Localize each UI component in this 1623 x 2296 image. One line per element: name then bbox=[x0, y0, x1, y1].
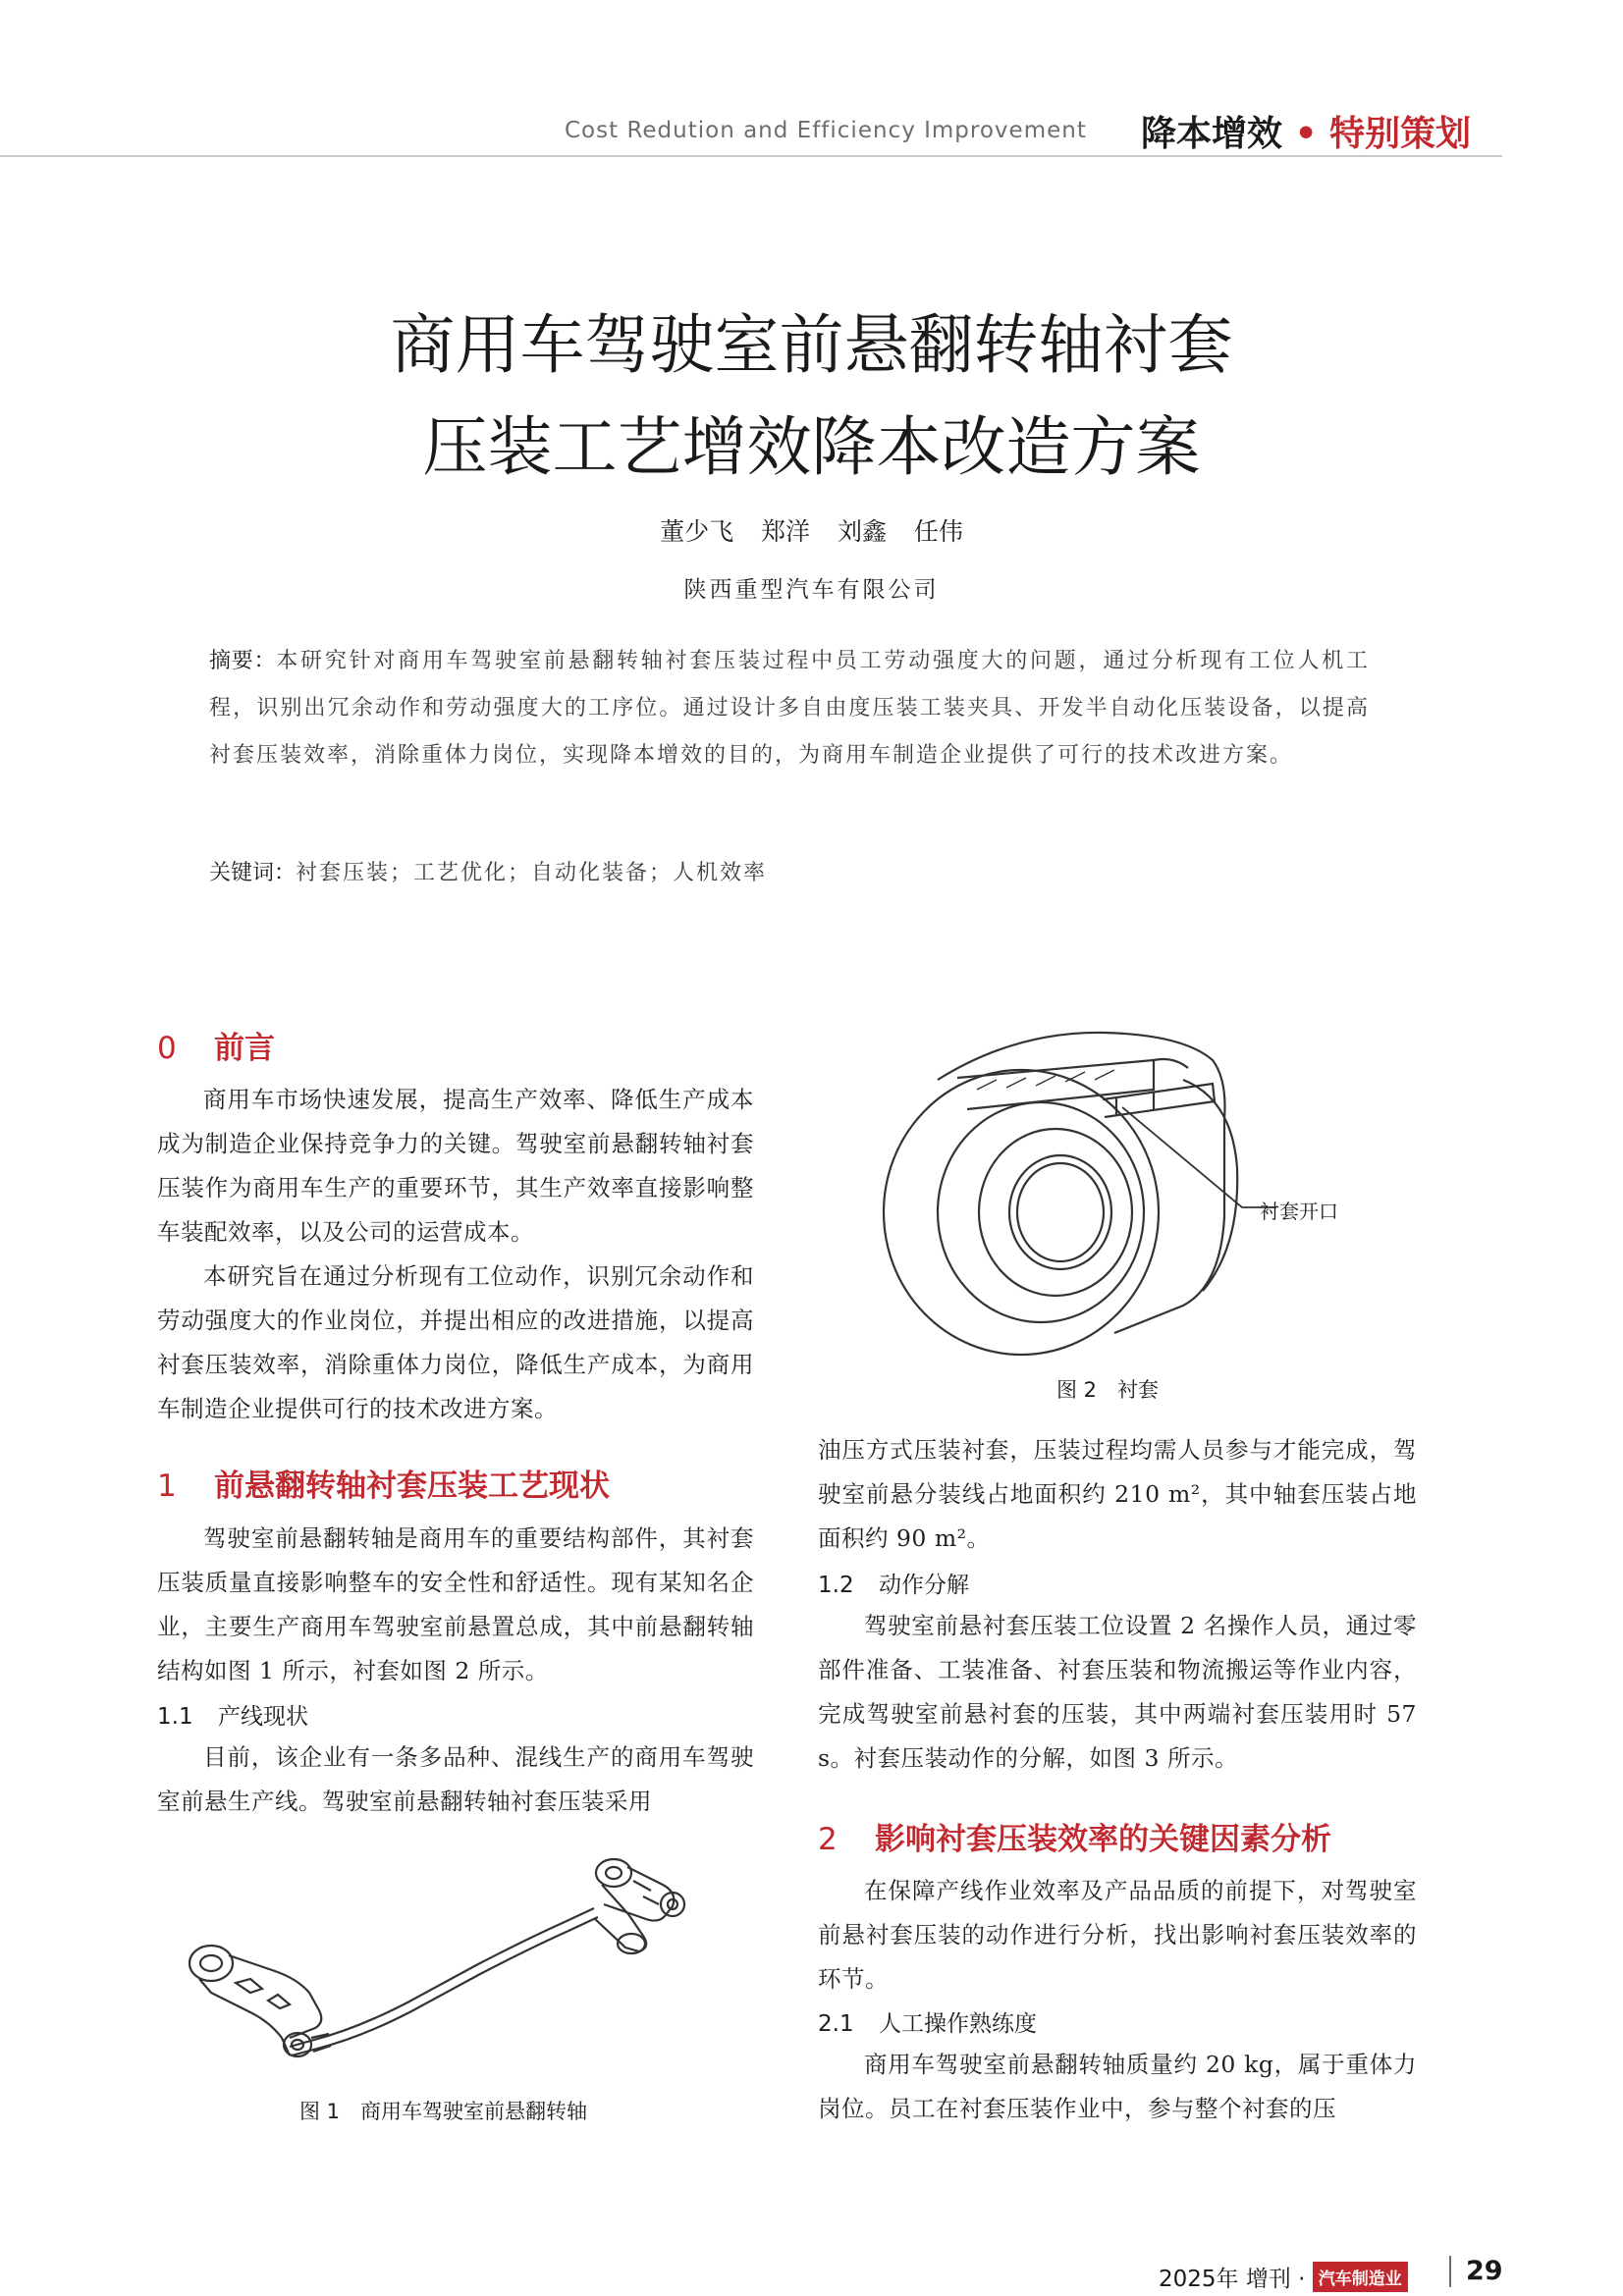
section-0-body bbox=[157, 1078, 754, 1431]
figure-1-caption: 图 1 商用车驾驶室前悬翻转轴 bbox=[299, 2100, 588, 2123]
paragraph: 驾驶室前悬衬套压装工位设置 2 名操作人员，通过零部件准备、工装准备、衬套压装和物流搬运等作业内容，完成驾驶室前悬衬套的压装，其中两端衬套压装用时 57 s。衬套压装动作的分解，如图 3 所示。 bbox=[818, 1612, 1417, 1772]
figure-2-callout: 衬套开口 bbox=[1260, 1200, 1338, 1223]
paragraph: 油压方式压装衬套，压装过程均需人员参与才能完成，驾驶室前悬分装线占地面积约 210 m²，其中轴套压装占地面积约 90 m²。 bbox=[818, 1436, 1417, 1552]
section-1-1-body bbox=[157, 1735, 754, 1824]
header-rule bbox=[0, 155, 1502, 157]
section-title: 前言 bbox=[214, 1031, 275, 1066]
subsection-title: 人工操作熟练度 bbox=[879, 2011, 1037, 2037]
paragraph: 目前，该企业有一条多品种、混线生产的商用车驾驶室前悬生产线。驾驶室前悬翻转轴衬套压装采用 bbox=[157, 1743, 754, 1815]
section-number: 1 bbox=[157, 1468, 177, 1504]
section-number: 0 bbox=[157, 1031, 177, 1066]
right-col-continuation bbox=[818, 1428, 1417, 1561]
section-2-heading bbox=[818, 1814, 1331, 1858]
keywords-text: 衬套压装；工艺优化；自动化装备；人机效率 bbox=[296, 861, 768, 885]
subsection-title: 产线现状 bbox=[218, 1704, 308, 1730]
paragraph: 商用车驾驶室前悬翻转轴质量约 20 kg，属于重体力岗位。员工在衬套压装作业中，参与整个衬套的压 bbox=[818, 2051, 1417, 2122]
subsection-number: 1.2 bbox=[818, 1573, 854, 1598]
section-2-body bbox=[818, 1869, 1417, 2002]
figure-1-shaft-drawing bbox=[182, 1845, 741, 2081]
footer-issue bbox=[1159, 2261, 1408, 2293]
section-1-2-body bbox=[818, 1604, 1417, 1781]
abstract-text: 本研究针对商用车驾驶室前悬翻转轴衬套压装过程中员工劳动强度大的问题，通过分析现有工位人机工程，识别出冗余动作和劳动强度大的工序位。通过设计多自由度压装工装夹具、开发半自动化压装设备，以提高衬套压装效率，消除重体力岗位，实现降本增效的目的，为商用车制造企业提供了可行的技术改进方案。 bbox=[209, 649, 1370, 768]
section-2-1-heading bbox=[818, 2005, 1037, 2038]
figure-2-caption: 图 2 衬套 bbox=[1056, 1378, 1160, 1402]
footer-separator bbox=[1449, 2256, 1451, 2287]
keywords-label: 关键词： bbox=[209, 861, 297, 885]
authors: 董少飞 郑洋 刘鑫 任伟 bbox=[660, 517, 963, 546]
paragraph: 驾驶室前悬翻转轴是商用车的重要结构部件，其衬套压装质量直接影响整车的安全性和舒适性。现有某知名企业，主要生产商用车驾驶室前悬置总成，其中前悬翻转轴结构如图 1 所示，衬套如图 2 所示。 bbox=[157, 1524, 754, 1684]
issue-text: 2025年 增刊 · bbox=[1159, 2267, 1306, 2292]
special-label: 特别策划 bbox=[1329, 114, 1472, 154]
section-number: 2 bbox=[818, 1822, 838, 1857]
section-1-heading bbox=[157, 1461, 610, 1505]
section-2-1-body bbox=[818, 2043, 1417, 2131]
article-title-line2: 压装工艺增效降本改造方案 bbox=[422, 409, 1201, 485]
section-0-heading bbox=[157, 1023, 275, 1067]
article-title-line1: 商用车驾驶室前悬翻转轴衬套 bbox=[390, 307, 1233, 383]
section-name: 降本增效 bbox=[1141, 114, 1283, 154]
section-title: 前悬翻转轴衬套压装工艺现状 bbox=[214, 1468, 610, 1504]
affiliation: 陕西重型汽车有限公司 bbox=[683, 577, 940, 603]
magazine-brand: 汽车制造业 bbox=[1313, 2262, 1408, 2292]
abstract bbox=[209, 638, 1370, 779]
page-number: 29 bbox=[1466, 2256, 1503, 2286]
section-title: 影响衬套压装效率的关键因素分析 bbox=[875, 1822, 1331, 1857]
paragraph: 本研究旨在通过分析现有工位动作，识别冗余动作和劳动强度大的作业岗位，并提出相应的改进措施，以提高衬套压装效率，消除重体力岗位，降低生产成本，为商用车制造企业提供可行的技术改进方案。 bbox=[157, 1262, 754, 1422]
section-1-2-heading bbox=[818, 1567, 969, 1599]
subsection-title: 动作分解 bbox=[879, 1573, 969, 1598]
section-1-1-heading bbox=[157, 1698, 308, 1731]
section-1-body bbox=[157, 1517, 754, 1693]
paragraph: 商用车市场快速发展，提高生产效率、降低生产成本成为制造企业保持竞争力的关键。驾驶室前悬翻转轴衬套压装作为商用车生产的重要环节，其生产效率直接影响整车装配效率，以及公司的运营成本。 bbox=[157, 1086, 754, 1246]
abstract-label: 摘要： bbox=[209, 649, 277, 673]
subsection-number: 1.1 bbox=[157, 1704, 193, 1730]
keywords bbox=[209, 856, 767, 886]
paragraph: 在保障产线作业效率及产品品质的前提下，对驾驶室前悬衬套压装的动作进行分析，找出影响衬套压装效率的环节。 bbox=[818, 1877, 1417, 1993]
subsection-number: 2.1 bbox=[818, 2011, 854, 2037]
running-header-section bbox=[1141, 106, 1471, 156]
running-header-english: Cost Redution and Efficiency Improvement bbox=[565, 118, 1087, 143]
header-dot: • bbox=[1294, 114, 1318, 154]
